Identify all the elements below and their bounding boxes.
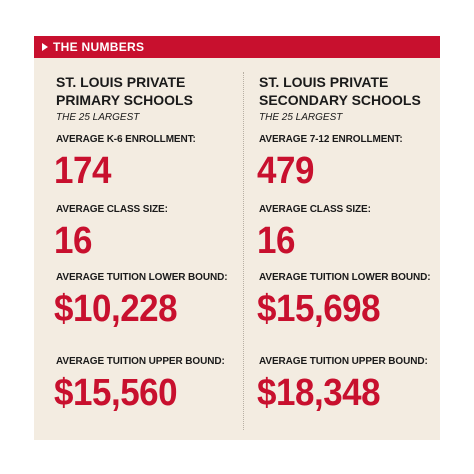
- column-subtitle: THE 25 LARGEST: [56, 112, 140, 123]
- stat-value-class-size: 16: [54, 220, 92, 262]
- numbers-panel: [34, 36, 440, 440]
- stat-value-enrollment: 479: [257, 150, 314, 192]
- column-subtitle: THE 25 LARGEST: [259, 112, 343, 123]
- column-divider: [243, 72, 244, 430]
- stat-label-tuition-lower: AVERAGE TUITION LOWER BOUND:: [56, 272, 228, 283]
- stat-label-class-size: AVERAGE CLASS SIZE:: [56, 204, 168, 215]
- banner-label: THE NUMBERS: [53, 40, 145, 54]
- stat-label-enrollment: AVERAGE K-6 ENROLLMENT:: [56, 134, 196, 145]
- column-title-line1: ST. LOUIS PRIVATE: [259, 74, 389, 90]
- stat-value-class-size: 16: [257, 220, 295, 262]
- stat-label-class-size: AVERAGE CLASS SIZE:: [259, 204, 371, 215]
- stat-label-tuition-lower: AVERAGE TUITION LOWER BOUND:: [259, 272, 431, 283]
- stat-label-enrollment: AVERAGE 7-12 ENROLLMENT:: [259, 134, 403, 145]
- column-title-line2: PRIMARY SCHOOLS: [56, 92, 193, 108]
- section-banner: [34, 36, 440, 58]
- stat-label-tuition-upper: AVERAGE TUITION UPPER BOUND:: [56, 356, 225, 367]
- stat-value-tuition-upper: $15,560: [54, 372, 178, 414]
- triangle-arrow-icon: [42, 43, 48, 51]
- stat-value-tuition-lower: $15,698: [257, 288, 381, 330]
- stat-value-tuition-upper: $18,348: [257, 372, 381, 414]
- stat-label-tuition-upper: AVERAGE TUITION UPPER BOUND:: [259, 356, 428, 367]
- stat-value-enrollment: 174: [54, 150, 111, 192]
- column-title-line1: ST. LOUIS PRIVATE: [56, 74, 186, 90]
- column-title-line2: SECONDARY SCHOOLS: [259, 92, 421, 108]
- stat-value-tuition-lower: $10,228: [54, 288, 178, 330]
